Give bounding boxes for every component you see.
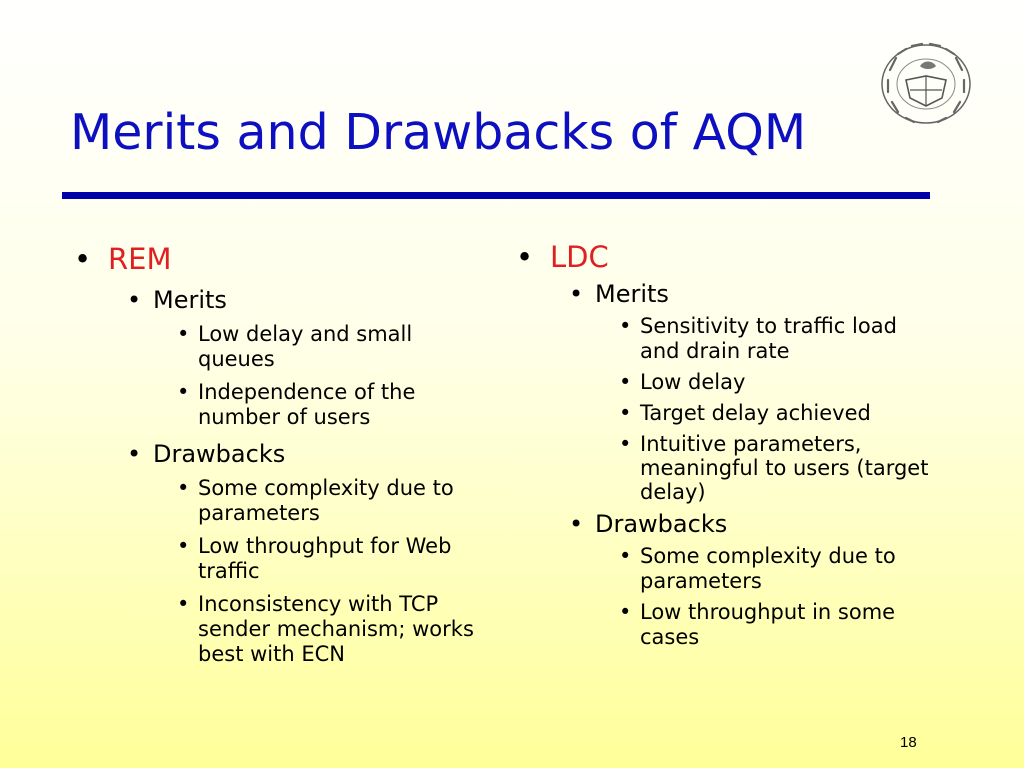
ldc-merits-label: • Merits [514,280,934,308]
ldc-column [514,240,934,650]
page-number: 18 [900,734,917,751]
rem-merit-item: • Independence of the number of users [72,380,492,430]
ldc-drawback-item: • Low throughput in some cases [514,600,934,650]
rem-merit-item: • Low delay and small queues [72,322,492,372]
ldc-heading: • LDC [514,240,934,274]
title-divider [62,192,930,199]
ldc-drawback-item: • Some complexity due to parameters [514,544,934,594]
university-seal-icon [876,40,976,126]
ldc-merit-item: • Sensitivity to traffic load and drain rate [514,314,934,364]
rem-drawbacks-label: • Drawbacks [72,440,492,468]
rem-heading: • REM [72,242,492,276]
ldc-merit-item: • Target delay achieved [514,401,934,426]
rem-merits-label: • Merits [72,286,492,314]
page-title: Merits and Drawbacks of AQM [70,104,807,161]
rem-column [72,242,492,667]
rem-drawback-item: • Low throughput for Web traffic [72,534,492,584]
rem-drawback-item: • Inconsistency with TCP sender mechanism; works best with ECN [72,592,492,667]
ldc-drawbacks-label: • Drawbacks [514,510,934,538]
rem-drawback-item: • Some complexity due to parameters [72,476,492,526]
ldc-merit-item: • Intuitive parameters, meaningful to users (target delay) [514,432,934,504]
ldc-merit-item: • Low delay [514,370,934,395]
